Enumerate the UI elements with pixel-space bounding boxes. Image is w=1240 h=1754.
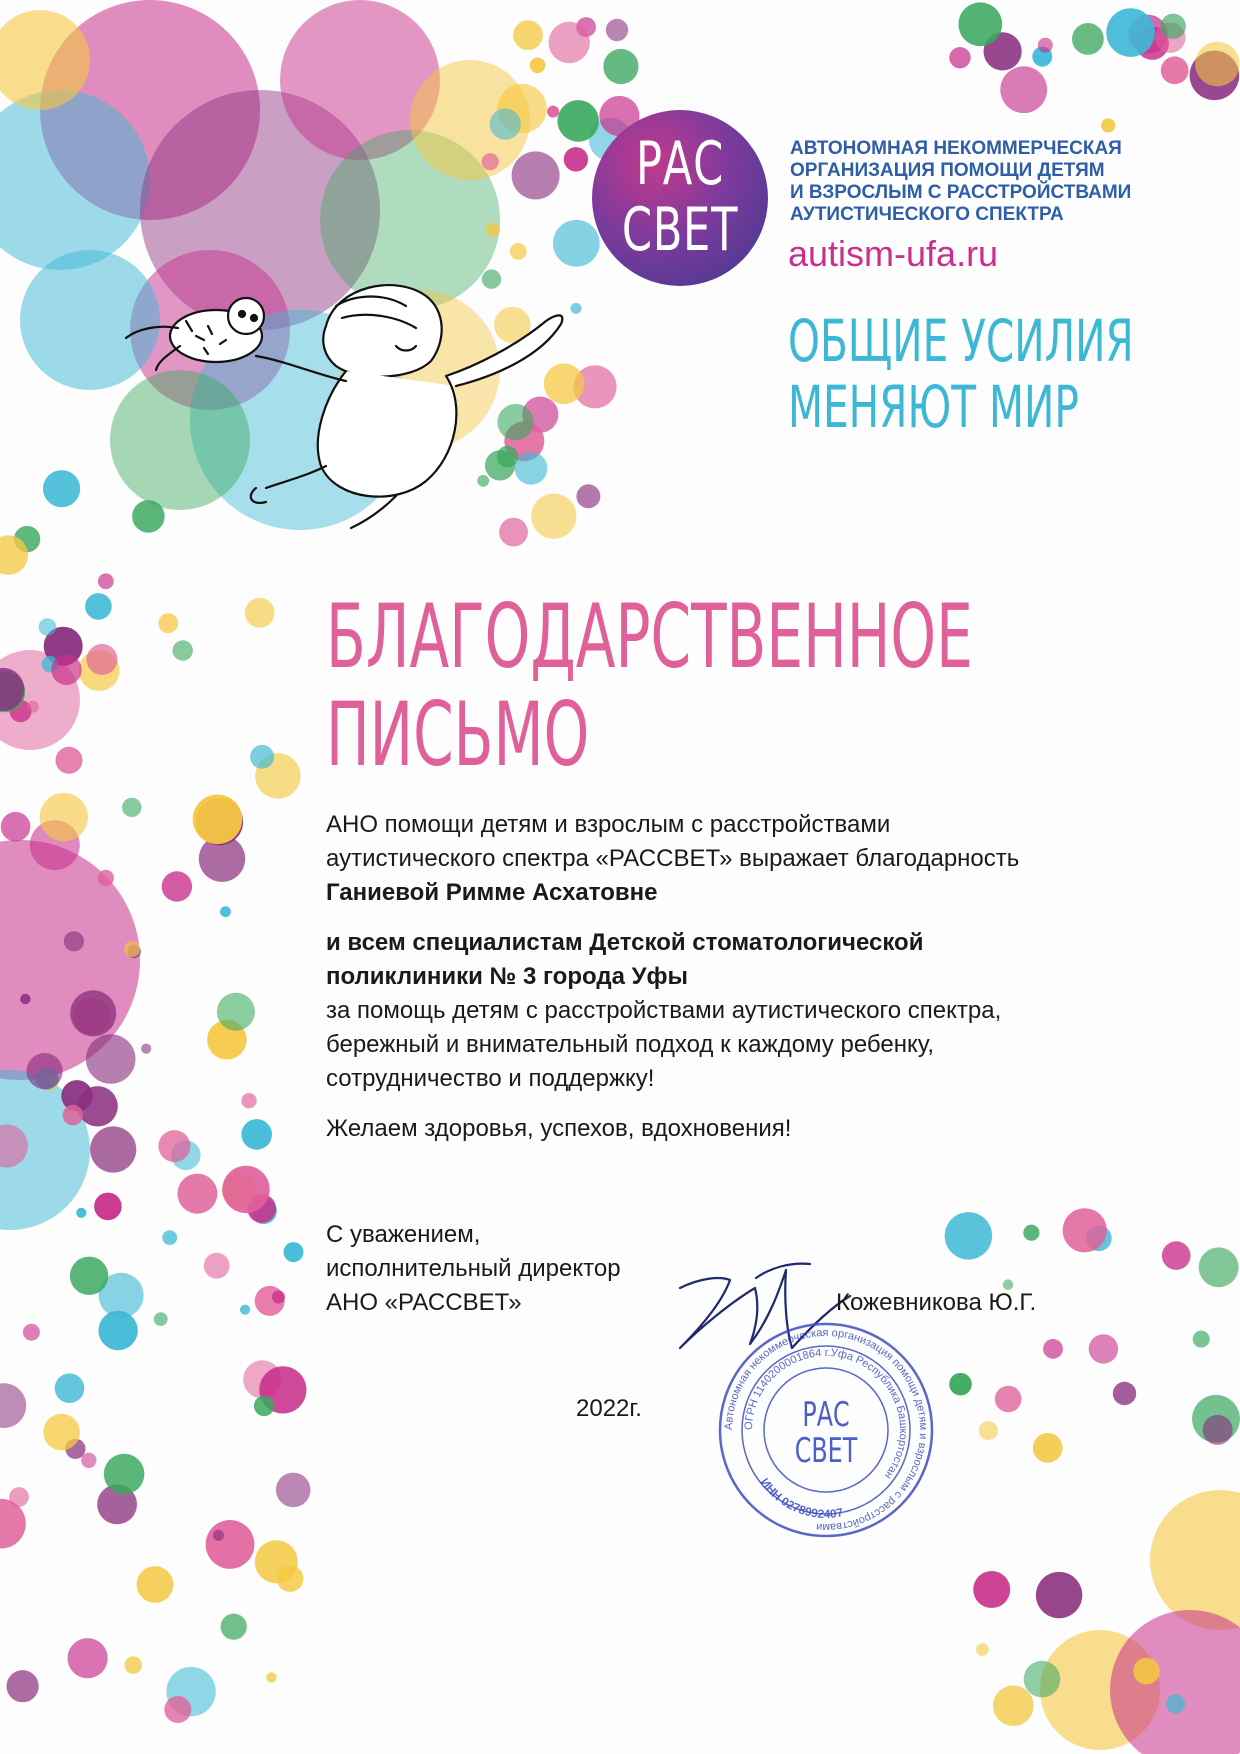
reason-line: сотрудничество и поддержку! (326, 1065, 655, 1092)
director-name: Кожевникова Ю.Г. (836, 1289, 1037, 1316)
confetti-dot (549, 22, 590, 63)
confetti-dot (154, 1312, 168, 1326)
organization-website: autism-ufa.ru (788, 233, 999, 274)
confetti-dot (1101, 118, 1115, 132)
confetti-dot (513, 20, 543, 50)
confetti-dot (510, 243, 527, 260)
confetti-dot (125, 1656, 143, 1674)
confetti-dot (945, 1212, 992, 1259)
confetti-dot (122, 798, 141, 817)
organization-short-name: АНО «РАССВЕТ» (326, 1289, 522, 1316)
confetti-dot (547, 106, 559, 118)
organization-line: И ВЗРОСЛЫМ С РАССТРОЙСТВАМИ (790, 182, 1132, 203)
confetti-dot (979, 1421, 998, 1440)
confetti-dot (206, 1520, 255, 1569)
confetti-dot (482, 153, 499, 170)
confetti-dot (217, 993, 255, 1031)
confetti-dot (141, 1044, 151, 1054)
confetti-dot (1023, 1225, 1039, 1241)
confetti-dot (43, 1414, 80, 1451)
confetti-dot (255, 1540, 298, 1583)
confetti-dot (221, 1614, 247, 1640)
confetti-dot (1063, 1208, 1107, 1252)
confetti-dot (193, 795, 243, 845)
confetti-dot (1133, 1658, 1160, 1685)
logo-line-1: РАС (636, 129, 724, 199)
confetti-dot (995, 1386, 1022, 1413)
confetti-dot (27, 701, 39, 713)
svg-text:ИНН 0278992407 (758, 1475, 845, 1521)
confetti-dot (949, 47, 970, 68)
confetti-dot (86, 1034, 136, 1084)
confetti-dot (43, 470, 80, 507)
confetti-dot (1199, 1247, 1239, 1287)
slogan (788, 308, 1134, 440)
confetti-dot (1024, 1661, 1061, 1698)
confetti-dot (64, 931, 84, 951)
confetti-dot (557, 100, 599, 142)
letter-body (326, 808, 1126, 1146)
confetti-dot (63, 1105, 84, 1126)
confetti-dot (1113, 1382, 1136, 1405)
confetti-dot (68, 1638, 108, 1678)
confetti-dot (0, 1383, 26, 1428)
stamp-inn: ИНН 0278992407 (757, 1475, 845, 1522)
confetti-dot (104, 1454, 145, 1495)
confetti-dot (241, 1119, 272, 1150)
confetti-dot (976, 1643, 989, 1656)
confetti-dot (486, 223, 500, 237)
confetti-dot (603, 49, 638, 84)
title-line-1: БЛАГОДАРСТВЕННОЕ (326, 585, 973, 688)
confetti-dot (490, 109, 521, 140)
confetti-dot (1036, 1572, 1082, 1618)
confetti-dot (94, 1193, 122, 1221)
confetti-dot (1038, 38, 1053, 53)
organization-name (790, 138, 1230, 226)
confetti-dot (1033, 1433, 1063, 1463)
confetti-dot (1193, 1331, 1210, 1348)
confetti-dot (164, 1696, 191, 1723)
confetti-dot (222, 1166, 269, 1213)
confetti-dot (1043, 1339, 1063, 1359)
confetti-dot (1203, 1415, 1233, 1445)
confetti-dot (606, 19, 628, 41)
stamp-inner-text: ОГРН 1140200001864 г.Уфа Республика Башкортостан (742, 1346, 910, 1481)
confetti-dot (245, 598, 275, 628)
confetti-dot (1166, 1694, 1185, 1713)
rassvet-logo (592, 110, 768, 286)
confetti-dot (177, 1174, 217, 1214)
confetti-dot (1089, 1334, 1118, 1363)
confetti-dot (1161, 56, 1189, 84)
confetti-dot (553, 220, 600, 267)
intro-line: АНО помощи детям и взрослым с расстройствами (326, 811, 891, 838)
confetti-dot (512, 151, 560, 199)
confetti-dot (254, 1396, 274, 1416)
confetti-dot (973, 1571, 1010, 1608)
confetti-dot (39, 618, 57, 636)
organization-line: АУТИСТИЧЕСКОГО СПЕКТРА (790, 204, 1064, 225)
specialists-line: и всем специалистам Детской стоматологической (326, 929, 924, 956)
recipient-name: Ганиевой Римме Асхатовне (326, 879, 658, 906)
confetti-dot (993, 1685, 1034, 1726)
confetti-dot (1, 812, 31, 842)
confetti-dot (564, 147, 588, 171)
stamp-ring-text: Автономная некоммерческая организация помощи детям и взрослым с расстройствами (722, 1326, 930, 1534)
confetti-dot (70, 990, 116, 1036)
confetti-dot (276, 1473, 311, 1508)
reason-line: за помощь детям с расстройствами аутистического спектра, (326, 997, 1002, 1024)
confetti-dot (77, 1086, 117, 1126)
organization-line: АВТОНОМНАЯ НЕКОММЕРЧЕСКАЯ (790, 138, 1122, 159)
slogan-line-1: ОБЩИЕ УСИЛИЯ (788, 307, 1134, 375)
stamp-logo-line-2: СВЕТ (794, 1430, 858, 1471)
confetti-dot (1000, 66, 1047, 113)
confetti-dot (162, 1230, 177, 1245)
confetti-dot (266, 1672, 276, 1682)
confetti-dot (530, 58, 546, 74)
position-line: исполнительный директор (326, 1255, 621, 1282)
confetti-dot (1162, 1241, 1191, 1270)
wishes-line: Желаем здоровья, успехов, вдохновения! (326, 1115, 792, 1142)
confetti-dot (90, 1126, 136, 1172)
confetti-dot (26, 1053, 62, 1089)
confetti-dot (1106, 8, 1155, 57)
confetti-dot (1072, 23, 1104, 55)
confetti-dot (51, 655, 81, 685)
title-line-2: ПИСЬМО (326, 683, 590, 786)
confetti-dot (98, 870, 114, 886)
document-title (326, 585, 973, 786)
child-with-toy-illustration (96, 266, 576, 546)
confetti-dot (9, 1487, 29, 1507)
confetti-dot (137, 1566, 174, 1603)
confetti-dot (1161, 14, 1186, 39)
specialists-line: поликлиники № 3 города Уфы (326, 963, 689, 990)
confetti-dot (40, 793, 88, 841)
signature-block (326, 1218, 621, 1320)
confetti-dot (7, 1670, 39, 1702)
confetti-dot (98, 573, 114, 589)
confetti-dot (70, 1257, 108, 1295)
slogan-line-2: МЕНЯЮТ МИР (788, 373, 1079, 441)
confetti-dot (204, 1253, 230, 1279)
confetti-dot (240, 1305, 250, 1315)
confetti-dot (220, 906, 231, 917)
confetti-dot (85, 593, 112, 620)
organization-line: ОРГАНИЗАЦИЯ ПОМОЩИ ДЕТЯМ (790, 160, 1105, 181)
confetti-dot (23, 1324, 40, 1341)
confetti-dot (1110, 1610, 1240, 1754)
confetti-dot (241, 1093, 256, 1108)
letter-year: 2022г. (576, 1395, 642, 1422)
confetti-dot (949, 1373, 972, 1396)
confetti-dot (1150, 1490, 1240, 1630)
intro-line: аутистического спектра «РАССВЕТ» выражает благодарность (326, 845, 1020, 872)
confetti-dot (576, 484, 600, 508)
confetti-dot (958, 2, 1002, 46)
confetti-dot (213, 1530, 224, 1541)
confetti-dot (20, 994, 30, 1004)
organization-stamp (716, 1320, 936, 1540)
stamp-logo-line-1: РАС (802, 1394, 850, 1435)
confetti-dot (1195, 42, 1240, 87)
confetti-dot (56, 747, 83, 774)
confetti-dot (158, 1130, 190, 1162)
confetti-dot (124, 941, 140, 957)
reason-line: бережный и внимательный подход к каждому ребенку, (326, 1031, 935, 1058)
confetti-dot (162, 871, 192, 901)
confetti-dot (272, 1291, 285, 1304)
confetti-dot (284, 1242, 304, 1262)
confetti-dot (87, 644, 118, 675)
confetti-dot (173, 640, 193, 660)
confetti-dot (76, 1208, 86, 1218)
closing-line: С уважением, (326, 1221, 481, 1248)
confetti-dot (250, 745, 274, 769)
confetti-dot (55, 1373, 85, 1403)
logo-line-2: СВЕТ (621, 195, 739, 265)
confetti-dot (158, 613, 178, 633)
